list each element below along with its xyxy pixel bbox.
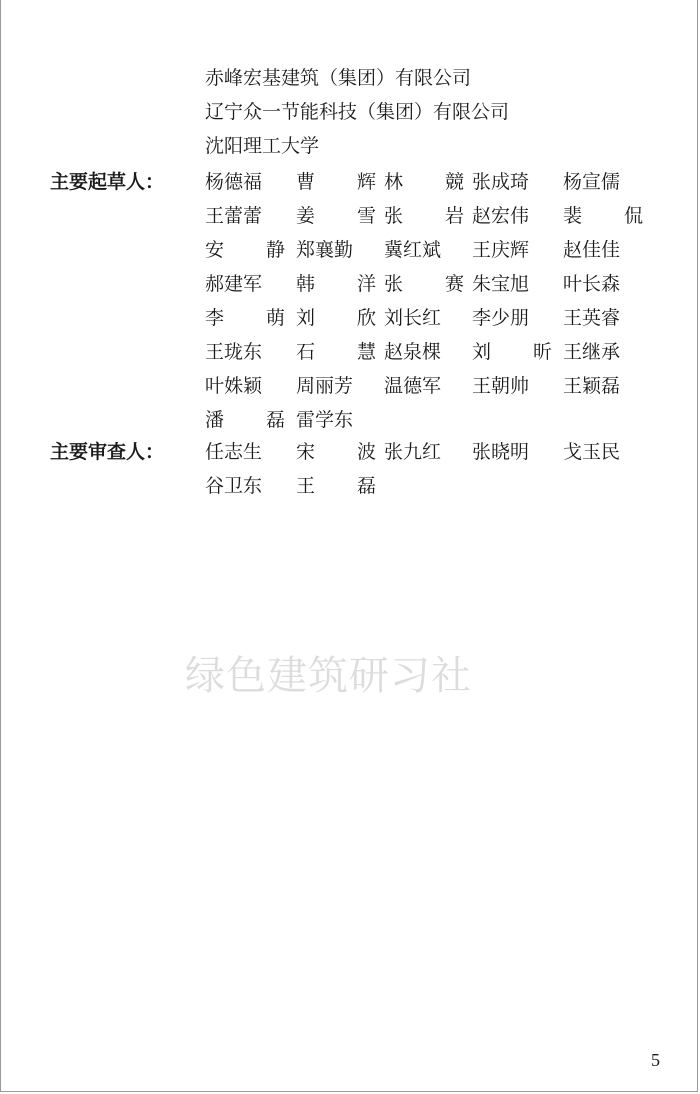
- person-name: 安 静: [205, 239, 285, 261]
- person-name: 刘长红: [384, 307, 442, 329]
- person-name: 朱宝旭: [472, 273, 530, 295]
- person-name: 王庆辉: [472, 239, 530, 261]
- name-row: [205, 374, 645, 408]
- person-name: 张晓明: [472, 441, 530, 463]
- name-row: [205, 474, 645, 508]
- person-name: 王朝帅: [472, 375, 530, 397]
- person-name: 赵佳佳: [563, 239, 621, 261]
- person-name: 叶姝颖: [205, 375, 263, 397]
- person-name: 王颖磊: [563, 375, 621, 397]
- person-name: 曹 辉: [296, 171, 376, 193]
- person-name: 王 磊: [296, 475, 376, 497]
- person-name: 刘 昕: [472, 341, 552, 363]
- reviewers-name-grid: [205, 440, 645, 508]
- person-name: 林 競: [384, 171, 464, 193]
- name-row: [205, 238, 645, 272]
- person-name: 王继承: [563, 341, 621, 363]
- name-row: [205, 170, 645, 204]
- person-name: 赵泉棵: [384, 341, 442, 363]
- person-name: 潘 磊: [205, 409, 285, 431]
- organization-line: 赤峰宏基建筑（集团）有限公司: [205, 67, 472, 89]
- person-name: 李少朋: [472, 307, 530, 329]
- name-row: [205, 408, 645, 442]
- person-name: 王英睿: [563, 307, 621, 329]
- drafters-name-grid: [205, 170, 645, 442]
- person-name: 杨宣儒: [563, 171, 621, 193]
- person-name: 郑襄勤: [296, 239, 354, 261]
- person-name: 石 慧: [296, 341, 376, 363]
- person-name: 谷卫东: [205, 475, 263, 497]
- reviewers-label: 主要审查人：: [50, 441, 165, 463]
- person-name: 戈玉民: [563, 441, 621, 463]
- name-row: [205, 340, 645, 374]
- person-name: 刘 欣: [296, 307, 376, 329]
- person-name: 王珑东: [205, 341, 263, 363]
- person-name: 张成琦: [472, 171, 530, 193]
- person-name: 郝建军: [205, 273, 263, 295]
- person-name: 姜 雪: [296, 205, 376, 227]
- person-name: 王蕾蕾: [205, 205, 263, 227]
- person-name: 韩 洋: [296, 273, 376, 295]
- organization-line: 沈阳理工大学: [205, 135, 320, 157]
- person-name: 周丽芳: [296, 375, 354, 397]
- name-row: [205, 306, 645, 340]
- person-name: 李 萌: [205, 307, 285, 329]
- person-name: 杨德福: [205, 171, 263, 193]
- organization-line: 辽宁众一节能科技（集团）有限公司: [205, 101, 510, 123]
- person-name: 裴 侃: [563, 205, 643, 227]
- person-name: 冀红斌: [384, 239, 442, 261]
- name-row: [205, 204, 645, 238]
- person-name: 赵宏伟: [472, 205, 530, 227]
- person-name: 任志生: [205, 441, 263, 463]
- name-row: [205, 440, 645, 474]
- name-row: [205, 272, 645, 306]
- person-name: 张 赛: [384, 273, 464, 295]
- watermark-text: 绿色建筑研习社: [185, 653, 472, 699]
- drafters-label: 主要起草人：: [50, 171, 165, 193]
- person-name: 温德军: [384, 375, 442, 397]
- person-name: 张 岩: [384, 205, 464, 227]
- person-name: 雷学东: [296, 409, 354, 431]
- page-number: 5: [651, 1050, 660, 1070]
- person-name: 张九红: [384, 441, 442, 463]
- person-name: 宋 波: [296, 441, 376, 463]
- person-name: 叶长森: [563, 273, 621, 295]
